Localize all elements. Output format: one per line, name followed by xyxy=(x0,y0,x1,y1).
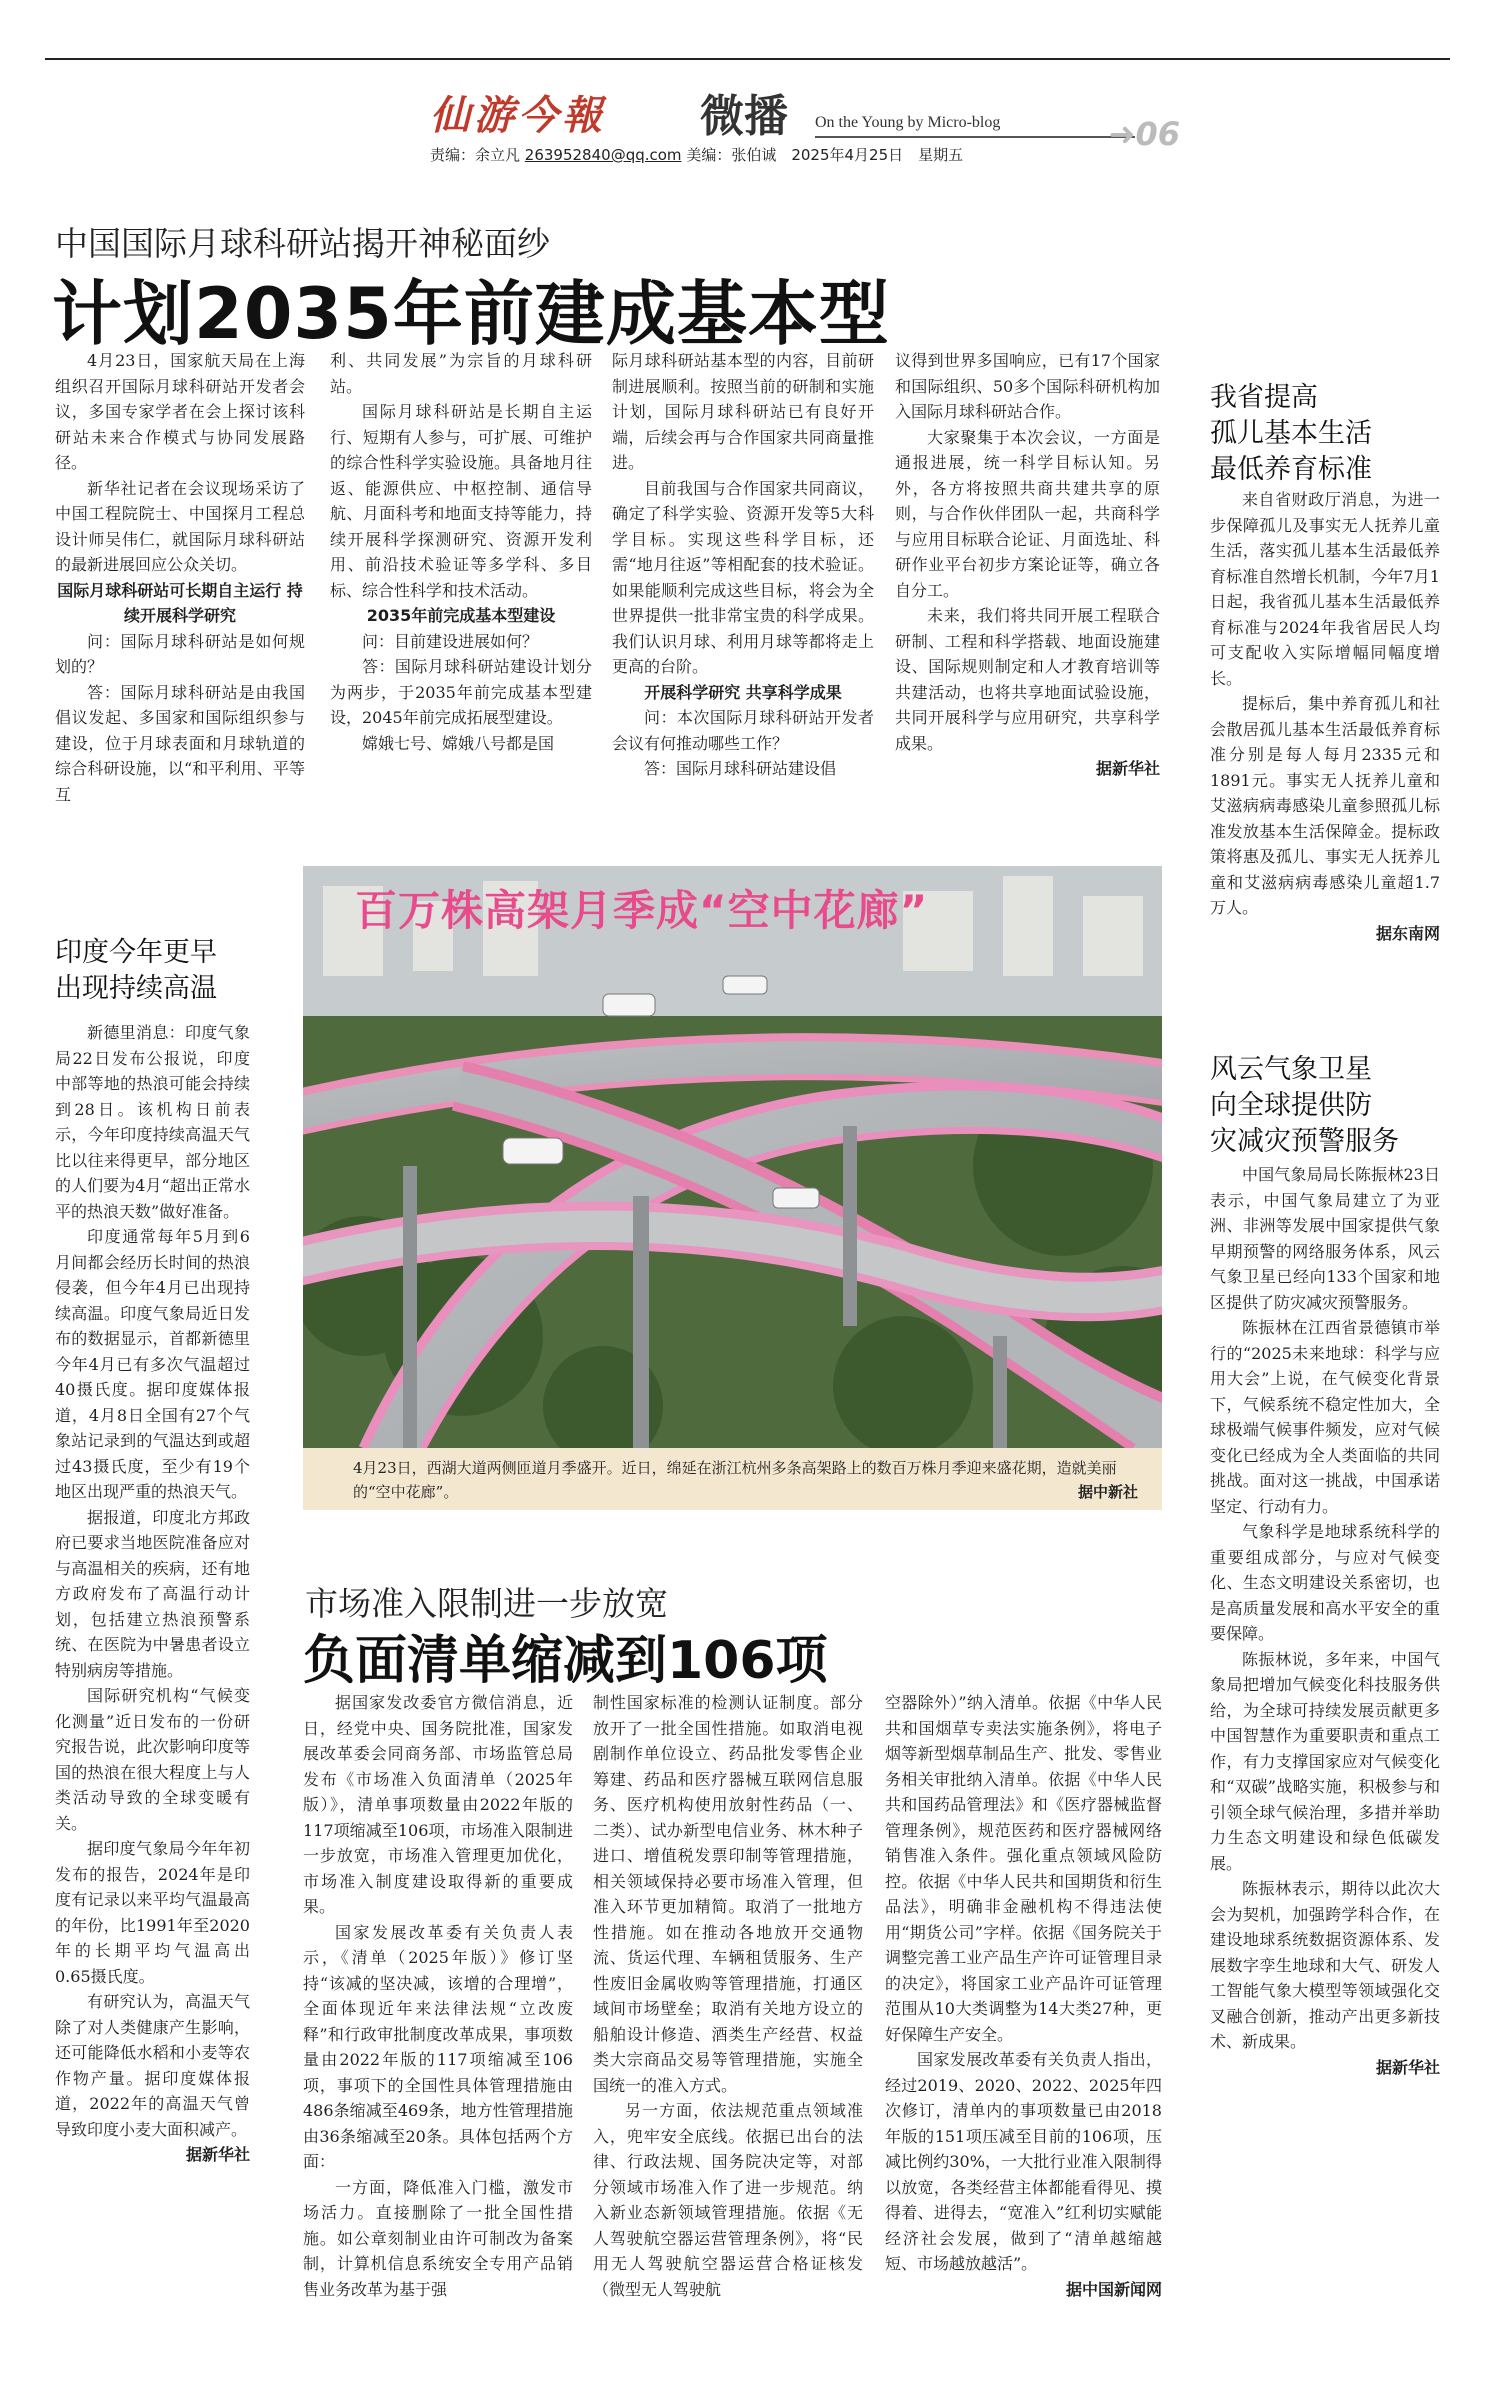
photo-caption-text: 4月23日，西湖大道两侧匝道月季盛开。近日，绵延在浙江杭州多条高架路上的数百万株月季迎来盛花期，造就美丽的“空中花廊”。 xyxy=(353,1459,1117,1501)
market-column-1 xyxy=(303,1690,573,2302)
india-paragraph: 新德里消息：印度气象局22日发布公报说，印度中部等地的热浪可能会持续到28日。该机构日前表示，今年印度持续高温天气比以往来得更早，部分地区的人们要为4月“超出正常水平的热浪天数”做好准备。 xyxy=(55,1023,250,1221)
newspaper-logo: 仙游今報 xyxy=(430,92,606,139)
photo-illustration xyxy=(303,866,1162,1448)
india-credit: 据新华社 xyxy=(185,2145,250,2164)
lead-paragraph: 国际月球科研站是长期自主运行、短期有人参与，可扩展、可维护的综合性科学实验设施。具备地月往返、能源供应、中枢控制、通信导航、月面科考和地面支持等能力，持续开展科学探测研究、资源开发利用、前沿技术验证等多学科、多目标、综合性科学和技术活动。 xyxy=(330,402,592,600)
section-title: 微播 xyxy=(700,91,788,142)
photo-caption xyxy=(303,1448,1162,1510)
lead-subhead: 开展科学研究 共享科学成果 xyxy=(644,682,842,702)
lead-headline: 计划2035年前建成基本型 xyxy=(52,273,890,355)
lead-subhead: 2035年前完成基本型建设 xyxy=(366,606,556,625)
editor-label: 责编：余立凡 xyxy=(430,146,521,164)
page-number: ➜06 xyxy=(1108,115,1180,153)
satellite-paragraph: 陈振林说，多年来，中国气象局把增加气候变化科技服务供给，为全球可持续发展贡献更多中国智慧作为重要职责和重点工作，有力支撑国家应对气候变化和“双碳”战略实施，积极参与和引领全球气候治理，多措并举助力生态文明建设和绿色低碳发展。 xyxy=(1210,1649,1440,1873)
market-headline: 负面清单缩减到106项 xyxy=(303,1631,828,1691)
market-paragraph: 国家发展改革委有关负责人指出，经过2019、2020、2022、2025年四次修订，清单内的事项数量已由2018年版的151项压减至目前的106项，压减比例约30%，一大批行业准入限制得以放宽，各类经营主体都能看得见、摸得着、进得去，“宽准入”红利切实赋能经济社会发展，做到了“清单越缩越短、市场越放越活”。 xyxy=(885,2050,1162,2273)
satellite-paragraph: 气象科学是地球系统科学的重要组成部分，与应对气候变化、生态文明建设关系密切，也是高质量发展和高水平安全的重要保障。 xyxy=(1210,1522,1440,1643)
orphan-paragraph: 提标后，集中养育孤儿和社会散居孤儿基本生活最低养育标准分别是每人每月2335元和1891元。事实无人抚养儿童和艾滋病病毒感染儿童参照孤儿标准发放基本生活保障金。提标政策将惠及孤儿、事实无人抚养儿童和艾滋病病毒感染儿童超1.7万人。 xyxy=(1210,694,1440,917)
market-credit: 据中国新闻网 xyxy=(1065,2279,1162,2299)
india-paragraph: 国际研究机构“气候变化测量”近日发布的一份研究报告说，此次影响印度等国的热浪在很大程度上与人类活动导致的全球变暖有关。 xyxy=(55,1686,250,1833)
market-kicker: 市场准入限制进一步放宽 xyxy=(305,1584,668,1623)
masthead xyxy=(430,80,1180,164)
orphan-headline: 我省提高 孤儿基本生活 最低养育标准 xyxy=(1210,382,1372,485)
satellite-paragraph: 中国气象局局长陈振林23日表示，中国气象局建立了为亚洲、非洲等发展中国家提供气象早期预警的网络服务体系，风云气象卫星已经向133个国家和地区提供了防灾减灾预警服务。 xyxy=(1210,1165,1440,1312)
market-paragraph: 制性国家标准的检测认证制度。部分放开了一批全国性措施。如取消电视剧制作单位设立、药品批发零售企业筹建、药品和医疗器械互联网信息服务、医疗机构使用放射性药品（一、二类）、试办新型电信业务、林木种子进口、增值税发票印制等管理措施，相关领域保持必要市场准入管理，但准入环节更加精简。取消了一批地方性措施。如在推动各地放开交通物流、货运代理、车辆租赁服务、生产性废旧金属收购等管理措施，打通区域间市场壁垒；取消有关地方设立的船舶设计修造、酒类生产经营、权益类大宗商品交易等管理措施，实施全国统一的准入方式。 xyxy=(593,1693,863,2095)
lead-answer: 答：国际月球科研站建设倡 xyxy=(644,759,837,778)
editor-info xyxy=(430,144,1190,165)
top-rule xyxy=(45,58,1450,60)
lead-paragraph: 4月23日，国家航天局在上海组织召开国际月球科研站开发者会议，多国专家学者在会上探讨该科研站未来合作模式与协同发展路径。 xyxy=(55,351,305,472)
market-paragraph: 据国家发改委官方微信消息，近日，经党中央、国务院批准，国家发展改革委会同商务部、市场监管总局发布《市场准入负面清单（2025年版）》，清单事项数量由2022年版的117项缩减至106项，市场准入限制进一步放宽，市场准入管理更加优化，市场准入制度建设取得新的重要成果。 xyxy=(303,1693,573,1916)
lead-column-4 xyxy=(895,348,1160,782)
lead-paragraph: 大家聚集于本次会议，一方面是通报进展，统一科学目标认知。另外，各方将按照共商共建共享的原则，与合作伙伴团队一起，共商科学与应用目标联合论证、月面选址、科研作业平台初步方案论证等，确立各自分工。 xyxy=(895,427,1160,600)
market-paragraph: 另一方面，依法规范重点领域准入，兜牢安全底线。依据已出台的法律、行政法规、国务院决定等，对部分领域市场准入作了进一步规范。纳入新业态新领域管理措施。依据《无人驾驶航空器运营管理条例》，将“民用无人驾驶航空器运营合格证核发（微型无人驾驶航 xyxy=(593,2101,863,2299)
lead-paragraph: 未来，我们将共同开展工程联合研制、工程和科学搭载、地面设施建设、国际规则制定和人才教育培训等共建活动，也将共享地面试验设施，共同开展科学与应用研究，共享科学成果。 xyxy=(895,606,1160,753)
lead-paragraph: 目前我国与合作国家共同商议，确定了科学实验、资源开发等5大科学目标。实现这些科学目标，还需“地月往返”等相配套的技术验证。如果能顺利完成这些目标，将会为全世界提供一批非常宝贵的科学成果。我们认识月球、利用月球等都将走上更高的台阶。 xyxy=(612,478,874,676)
market-paragraph: 国家发展改革委有关负责人表示，《清单（2025年版）》修订坚持“该减的坚决减，该增的合理增”，全面体现近年来法律法规“立改废释”和行政审批制度改革成果，事项数量由2022年版的117项缩减至106项，事项下的全国性具体管理措施由486条缩减至469条，地方性管理措施由36条缩减至20条。具体包括两个方面： xyxy=(303,1922,573,2171)
satellite-credit: 据新华社 xyxy=(1375,2057,1440,2077)
satellite-paragraph: 陈振林在江西省景德镇市举行的“2025未来地球：科学与应用大会”上说，在气候变化背景下，气候系统不稳定性加大，全球极端气候事件频发，应对气候变化已经成为全人类面临的共同挑战。面对这一挑战，中国承诺坚定、行动有力。 xyxy=(1210,1318,1440,1516)
lead-subhead: 国际月球科研站可长期自主运行 持续开展科学研究 xyxy=(57,580,303,625)
lead-kicker: 中国国际月球科研站揭开神秘面纱 xyxy=(55,224,550,263)
market-column-2 xyxy=(593,1690,863,2302)
editor-info-rest: 美编：张伯诚 2025年4月25日 星期五 xyxy=(686,146,964,164)
lead-paragraph: 利、共同发展”为宗旨的月球科研站。 xyxy=(330,351,592,396)
india-headline: 印度今年更早 出现持续高温 xyxy=(55,937,217,1004)
lead-question: 问：目前建设进展如何？ xyxy=(362,631,539,651)
elevated-road-flowers-photo xyxy=(303,866,1162,1448)
lead-paragraph: 议得到世界多国响应，已有17个国家和国际组织、50多个国际科研机构加入国际月球科研站合作。 xyxy=(895,351,1160,421)
lead-question: 问：国际月球科研站是如何规划的？ xyxy=(55,631,305,676)
lead-credit: 据新华社 xyxy=(1095,759,1160,778)
orphan-credit: 据东南网 xyxy=(1375,923,1440,943)
market-paragraph: 一方面，降低准入门槛，激发市场活力。直接删除了一批全国性措施。如公章刻制业由许可制改为备案制，计算机信息系统安全专用产品销售业务改革为基于强 xyxy=(303,2177,573,2299)
india-article-body xyxy=(55,1020,250,2168)
market-column-3 xyxy=(885,1690,1162,2302)
lead-column-3 xyxy=(612,348,874,782)
satellite-paragraph: 陈振林表示，期待以此次大会为契机，加强跨学科合作，在建设地球系统数据资源体系、发展数字孪生地球和大气、研发人工智能气象大模型等领域强化交叉融合创新，推动产出更多新技术、新成果。 xyxy=(1210,1879,1440,2051)
orphan-article-body xyxy=(1210,487,1440,946)
india-paragraph: 据报道，印度北方邦政府已要求当地医院准备应对与高温相关的疾病，还有地方政府发布了高温行动计划，包括建立热浪预警系统、在医院为中暑患者设立特别病房等措施。 xyxy=(55,1507,250,1680)
lead-answer: 答：国际月球科研站建设计划分为两步，于2035年前完成基本型建设，2045年前完成拓展型建设。 xyxy=(330,657,592,727)
photo-credit: 据中新社 xyxy=(1077,1483,1138,1501)
photo-title: 百万株高架月季成“空中花廊” xyxy=(355,886,929,935)
satellite-article-body xyxy=(1210,1162,1440,2080)
lead-paragraph: 新华社记者在会议现场采访了中国工程院院士、中国探月工程总设计师吴伟仁，就国际月球科研站的最新进展回应公众关切。 xyxy=(55,478,305,574)
masthead-arrow-line xyxy=(815,136,1135,138)
lead-column-1 xyxy=(55,348,305,807)
lead-column-2 xyxy=(330,348,592,756)
india-paragraph: 据印度气象局今年年初发布的报告，2024年是印度有记录以来平均气温最高的年份，比1991年至2020年的长期平均气温高出0.65摄氏度。 xyxy=(55,1839,250,1986)
editor-email[interactable]: 263952840@qq.com xyxy=(524,146,682,164)
section-subtitle: On the Young by Micro-blog xyxy=(815,114,1001,131)
lead-paragraph: 嫦娥七号、嫦娥八号都是国 xyxy=(362,733,555,753)
lead-paragraph: 际月球科研站基本型的内容，目前研制进展顺利。按照当前的研制和实施计划，国际月球科研站已有良好开端，后续会再与合作国家共同商量推进。 xyxy=(612,351,874,472)
india-paragraph: 印度通常每年5月到6月间都会经历长时间的热浪侵袭，但今年4月已出现持续高温。印度气象局近日发布的数据显示，首都新德里今年4月已有多次气温超过40摄氏度。据印度媒体报道，4月8日全国有27个气象站记录到的气温达到或超过43摄氏度，至少有19个地区出现严重的热浪天气。 xyxy=(55,1227,250,1501)
lead-question: 问：本次国际月球科研站开发者会议有何推动哪些工作？ xyxy=(612,708,874,753)
lead-answer: 答：国际月球科研站是由我国倡议发起、多国家和国际组织参与建设，位于月球表面和月球轨道的综合科研设施，以“和平利用、平等互 xyxy=(55,682,305,804)
market-paragraph: 空器除外）”纳入清单。依据《中华人民共和国烟草专卖法实施条例》，将电子烟等新型烟草制品生产、批发、零售业务相关审批纳入清单。依据《中华人民共和国药品管理法》和《医疗器械监督管理条例》，规范医药和医疗器械网络销售准入条件。强化重点领域风险防控。依据《中华人民共和国期货和衍生品法》，明确非金融机构不得违法使用“期货公司”字样。依据《国务院关于调整完善工业产品生产许可证管理目录的决定》，将国家工业产品许可证管理范围从10大类调整为14大类27种，更好保障生产安全。 xyxy=(885,1693,1162,2044)
india-paragraph: 有研究认为，高温天气除了对人类健康产生影响，还可能降低水稻和小麦等农作物产量。据印度媒体报道，2022年的高温天气曾导致印度小麦大面积减产。 xyxy=(55,1992,250,2139)
page-arrow-icon: ➜ xyxy=(1108,115,1136,153)
orphan-paragraph: 来自省财政厅消息，为进一步保障孤儿及事实无人抚养儿童生活，落实孤儿基本生活最低养育标准自然增长机制，今年7月1日起，我省孤儿基本生活最低养育标准与2024年我省居民人均可支配收入实际增幅同幅度增长。 xyxy=(1210,490,1440,688)
satellite-headline: 风云气象卫星 向全球提供防 灾减灾预警服务 xyxy=(1210,1054,1399,1157)
